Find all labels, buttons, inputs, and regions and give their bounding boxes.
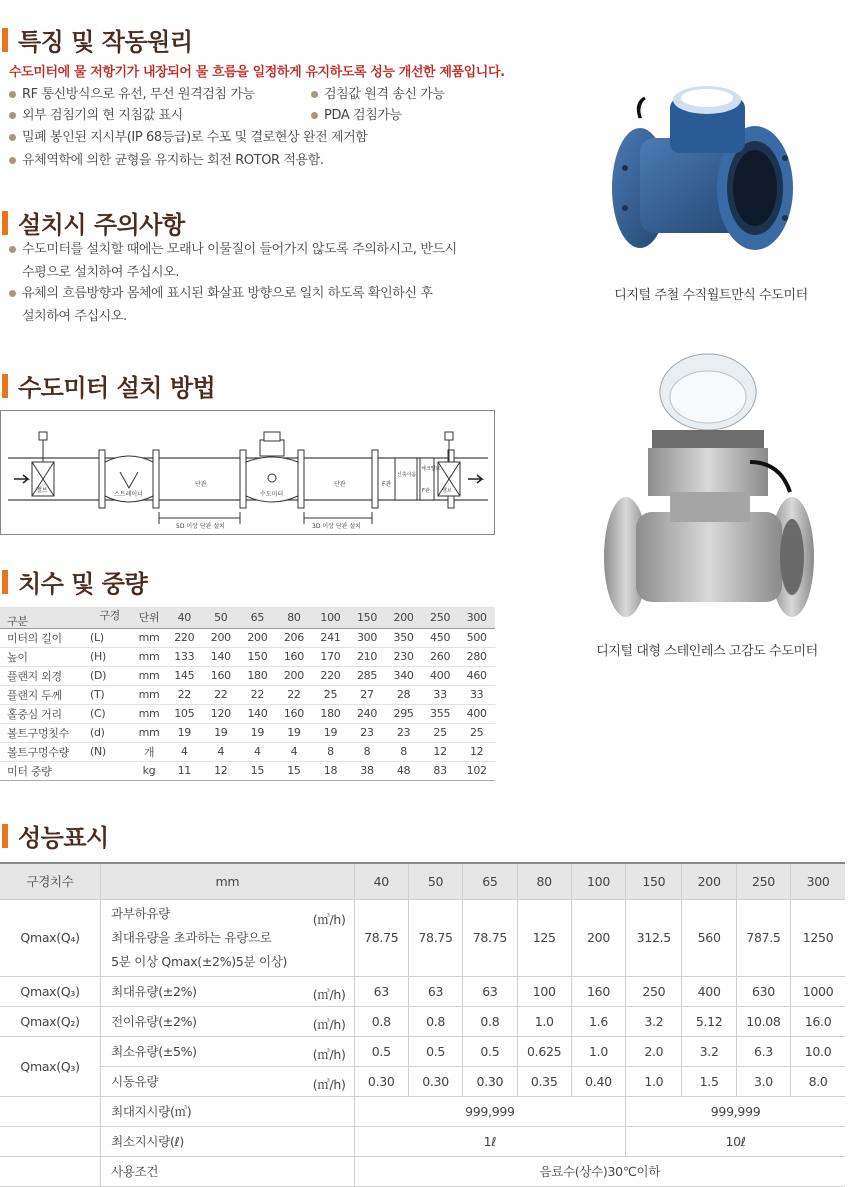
section-title-features: [0, 22, 193, 57]
size-header: 300: [458, 607, 495, 628]
perf-size-header: 65: [463, 863, 517, 899]
dim-cell: 210: [349, 647, 386, 666]
dimensions-row: [0, 742, 495, 761]
condition-value: 음료수(상수)30℃이하: [354, 1156, 845, 1186]
dim-row-symbol: (T): [90, 685, 132, 704]
dim-cell: 180: [239, 666, 276, 685]
dim-cell: 19: [312, 723, 349, 742]
dim-cell: 160: [276, 704, 313, 723]
perf-cell: 560: [682, 899, 736, 976]
dim-cell: 355: [422, 704, 459, 723]
feature-bullet-2: 검침값 원격 송신 가능: [324, 87, 445, 102]
perf-cell: 1250: [791, 899, 845, 976]
perf-row-max-reading: [0, 1096, 845, 1126]
title-accent-bar: [2, 211, 8, 235]
dim-cell: 145: [166, 666, 203, 685]
dim-cell: 22: [239, 685, 276, 704]
diagram-label-pipe2: 단관: [334, 481, 346, 488]
dimensions-row: [0, 628, 495, 647]
diagram-label-valve2: 밸브: [442, 488, 452, 494]
perf-cell: 400: [682, 976, 736, 1006]
perf-cell: 5.12: [682, 1006, 736, 1036]
dimensions-row: [0, 647, 495, 666]
dim-cell: 400: [422, 666, 459, 685]
perf-cell: 6.3: [736, 1036, 790, 1066]
dim-cell: 33: [422, 685, 459, 704]
dim-cell: 12: [458, 742, 495, 761]
perf-cell: 0.30: [463, 1066, 517, 1096]
performance-header-row: [0, 863, 845, 899]
feature-bullet-6: 유체역학에 의한 균형을 유지하는 회전 ROTOR 적용함.: [22, 153, 324, 168]
q3-desc: 최대유량(±2%): [111, 984, 197, 999]
dim-cell: 18: [312, 761, 349, 780]
perf-cell: 63: [354, 976, 408, 1006]
installation-diagram: [0, 410, 495, 535]
dim-cell: 200: [203, 628, 240, 647]
perf-row-condition: [0, 1156, 845, 1186]
section-title-text: 치수 및 중량: [18, 570, 148, 598]
dim-cell: 19: [203, 723, 240, 742]
perf-row-label: Qmax(Q₄): [0, 899, 101, 976]
feature-bullet-4: PDA 검침가능: [324, 108, 402, 123]
perf-cell: 10.08: [736, 1006, 790, 1036]
feature-bullet-5: 밀폐 봉인된 지시부(IP 68등급)로 수포 및 결로현상 완전 제거함: [22, 130, 368, 145]
dim-cell: 230: [385, 647, 422, 666]
features-lead: 수도미터에 물 저항기가 내장되어 물 흐름을 일정하게 유지하도록 성능 개선한 제품입니다.: [9, 65, 505, 80]
diagram-label-fpipe2: F관: [422, 488, 430, 494]
perf-cell: 0.30: [354, 1066, 408, 1096]
q4-desc-line3: 5분 이상 Qmax(±2%)5분 이상): [111, 953, 288, 969]
q4-desc-line2: 최대유량을 초과하는 유량으로: [111, 929, 272, 945]
q1-start-unit: (㎥/h): [312, 1076, 346, 1092]
dim-cell: 120: [203, 704, 240, 723]
perf-cell: 1000: [791, 976, 845, 1006]
caution-bullet-1-line1: 수도미터를 설치할 때에는 모래나 이물질이 들어가지 않도록 주의하시고, 반드시: [22, 242, 457, 257]
dim-cell: 170: [312, 647, 349, 666]
dim-row-unit: mm: [132, 628, 166, 647]
dim-row-label: 볼트구멍칫수: [0, 723, 90, 742]
unit-header: 단위: [132, 607, 166, 628]
dim-row-unit: 개: [132, 742, 166, 761]
feature-bullet-3: 외부 검침기의 현 지침값 표시: [22, 108, 183, 123]
min-reading-small: 1ℓ: [354, 1126, 626, 1156]
perf-cell: 63: [408, 976, 462, 1006]
q1-start-desc: 시동유량: [111, 1074, 159, 1089]
dim-cell: 48: [385, 761, 422, 780]
dim-cell: 400: [458, 704, 495, 723]
diagram-label-pipe1: 단관: [195, 481, 207, 488]
dim-row-symbol: [90, 761, 132, 780]
dim-cell: 140: [203, 647, 240, 666]
section-title-text: 성능표시: [18, 824, 109, 852]
diagram-label-3d: 3D 이상 단관 설치: [312, 523, 361, 530]
perf-cell: 3.0: [736, 1066, 790, 1096]
dim-cell: 38: [349, 761, 386, 780]
min-reading-label: 최소지시량(ℓ): [101, 1126, 355, 1156]
title-accent-bar: [2, 374, 8, 398]
dim-row-unit: mm: [132, 704, 166, 723]
dim-cell: 200: [239, 628, 276, 647]
dim-cell: 28: [385, 685, 422, 704]
diagram-label-valve: 밸브: [36, 487, 48, 494]
perf-cell: 0.35: [517, 1066, 571, 1096]
product-photo-stainless-meter: [600, 352, 815, 627]
dim-cell: 11: [166, 761, 203, 780]
dim-cell: 160: [276, 647, 313, 666]
min-reading-large: 10ℓ: [626, 1126, 845, 1156]
perf-row-desc: [101, 1006, 355, 1036]
perf-row-label: Qmax(Q₂): [0, 1006, 101, 1036]
condition-label: 사용조건: [101, 1156, 355, 1186]
perf-cell: 16.0: [791, 1006, 845, 1036]
size-header: 65: [239, 607, 276, 628]
dimensions-row: [0, 685, 495, 704]
size-header: 100: [312, 607, 349, 628]
perf-cell: 1.5: [682, 1066, 736, 1096]
dim-cell: 15: [239, 761, 276, 780]
perf-row-min-reading: [0, 1126, 845, 1156]
dim-row-unit: kg: [132, 761, 166, 780]
perf-cell: 630: [736, 976, 790, 1006]
q4-unit: (㎥/h): [312, 911, 346, 927]
perf-cell: 0.5: [463, 1036, 517, 1066]
perf-size-header: 50: [408, 863, 462, 899]
dim-cell: 285: [349, 666, 386, 685]
photo2-caption: 디지털 대형 스테인레스 고감도 수도미터: [596, 644, 818, 659]
dim-cell: 8: [385, 742, 422, 761]
perf-row-q4: [0, 899, 845, 976]
perf-cell: 1.0: [517, 1006, 571, 1036]
perf-cell: 0.8: [463, 1006, 517, 1036]
diagram-label-check-valve: 체크밸브: [421, 466, 441, 472]
q3-unit: (㎥/h): [312, 986, 346, 1002]
perf-cell: 78.75: [408, 899, 462, 976]
perf-size-header: 100: [571, 863, 625, 899]
dimensions-header-row: [0, 607, 495, 628]
dim-cell: 350: [385, 628, 422, 647]
perf-cell: 78.75: [354, 899, 408, 976]
dim-cell: 12: [203, 761, 240, 780]
perf-cell: 1.6: [571, 1006, 625, 1036]
dim-cell: 300: [349, 628, 386, 647]
max-reading-small: 999,999: [354, 1096, 626, 1126]
dim-cell: 8: [349, 742, 386, 761]
dimensions-table: [0, 607, 495, 781]
dim-cell: 240: [349, 704, 386, 723]
perf-cell: 2.0: [626, 1036, 682, 1066]
perf-cell: 200: [571, 899, 625, 976]
perf-cell: 0.40: [571, 1066, 625, 1096]
perf-cell: 125: [517, 899, 571, 976]
dim-row-symbol: (C): [90, 704, 132, 723]
dim-row-label: 볼트구멍수량: [0, 742, 90, 761]
size-header: 80: [276, 607, 313, 628]
perf-cell: 0.30: [408, 1066, 462, 1096]
size-header: 50: [203, 607, 240, 628]
dim-row-label: 플랜지 두께: [0, 685, 90, 704]
dim-cell: 22: [276, 685, 313, 704]
dim-cell: 27: [349, 685, 386, 704]
perf-header-unit: mm: [101, 863, 355, 899]
dim-cell: 200: [276, 666, 313, 685]
perf-cell: 78.75: [463, 899, 517, 976]
dim-cell: 220: [312, 666, 349, 685]
dim-cell: 4: [276, 742, 313, 761]
caution-bullet-1-line2: 수평으로 설치하여 주십시오.: [22, 265, 180, 280]
dim-cell: 19: [276, 723, 313, 742]
dim-row-unit: mm: [132, 647, 166, 666]
corner-top-label: 구경: [99, 609, 120, 622]
perf-row-q2: [0, 1006, 845, 1036]
dimensions-row: [0, 704, 495, 723]
perf-row-label: Qmax(Q₃): [0, 1036, 101, 1096]
dimensions-row: [0, 761, 495, 780]
dim-cell: 150: [239, 647, 276, 666]
perf-size-header: 200: [682, 863, 736, 899]
perf-row-q3: [0, 976, 845, 1006]
dim-cell: 25: [458, 723, 495, 742]
perf-cell: 160: [571, 976, 625, 1006]
dim-row-label: 높이: [0, 647, 90, 666]
photo1-caption: 디지털 주철 수직월트만식 수도미터: [614, 288, 808, 303]
section-title-install: [0, 368, 215, 403]
perf-cell: 0.5: [354, 1036, 408, 1066]
dim-cell: 25: [422, 723, 459, 742]
perf-cell: 63: [463, 976, 517, 1006]
section-title-dimensions: [0, 564, 147, 599]
dim-row-label: 미터의 길이: [0, 628, 90, 647]
perf-cell: 8.0: [791, 1066, 845, 1096]
perf-cell: 250: [626, 976, 682, 1006]
caution-bullet-2-line1: 유체의 흐름방향과 몸체에 표시된 화살표 방향으로 일치 하도록 확인하신 후: [22, 286, 433, 301]
dim-cell: 260: [422, 647, 459, 666]
max-reading-large: 999,999: [626, 1096, 845, 1126]
perf-cell: 3.2: [682, 1036, 736, 1066]
perf-cell: 3.2: [626, 1006, 682, 1036]
dim-cell: 220: [166, 628, 203, 647]
title-accent-bar: [2, 824, 8, 848]
dim-cell: 25: [312, 685, 349, 704]
q2-unit: (㎥/h): [312, 1016, 346, 1032]
size-header: 250: [422, 607, 459, 628]
perf-cell: 0.8: [408, 1006, 462, 1036]
dim-cell: 19: [166, 723, 203, 742]
size-header: 200: [385, 607, 422, 628]
dim-cell: 280: [458, 647, 495, 666]
dim-row-label: 플랜지 외경: [0, 666, 90, 685]
dim-cell: 133: [166, 647, 203, 666]
q4-desc-line1: 과부하유량: [111, 905, 170, 921]
product-photo-cast-iron-meter: [605, 78, 805, 258]
dim-cell: 500: [458, 628, 495, 647]
perf-cell: 787.5: [736, 899, 790, 976]
dim-row-symbol: (L): [90, 628, 132, 647]
section-title-performance: [0, 818, 109, 853]
perf-cell: 0.5: [408, 1036, 462, 1066]
perf-row-q1-min: [0, 1036, 845, 1066]
diagram-label-fpipe1: F관: [382, 481, 392, 488]
perf-row-desc: [101, 976, 355, 1006]
dim-cell: 23: [349, 723, 386, 742]
dim-row-unit: mm: [132, 685, 166, 704]
perf-cell: 0.625: [517, 1036, 571, 1066]
perf-row-desc: [101, 1066, 355, 1096]
title-accent-bar: [2, 28, 8, 52]
diagram-label-5d: 5D 이상 단관 설치: [176, 523, 225, 530]
dim-cell: 4: [239, 742, 276, 761]
dim-cell: 206: [276, 628, 313, 647]
perf-size-header: 80: [517, 863, 571, 899]
perf-row-q1-start: [0, 1066, 845, 1096]
caution-bullet-2-line2: 설치하여 주십시오.: [22, 309, 127, 324]
perf-size-header: 40: [354, 863, 408, 899]
perf-cell: 1.0: [626, 1066, 682, 1096]
dim-row-label: 미터 중량: [0, 761, 90, 780]
dim-row-symbol: (D): [90, 666, 132, 685]
dim-cell: 105: [166, 704, 203, 723]
dim-row-symbol: (H): [90, 647, 132, 666]
dim-cell: 23: [385, 723, 422, 742]
section-title-text: 특징 및 작동원리: [18, 28, 193, 56]
dim-cell: 460: [458, 666, 495, 685]
dim-cell: 15: [276, 761, 313, 780]
dim-cell: 140: [239, 704, 276, 723]
dim-cell: 22: [166, 685, 203, 704]
perf-cell: 10.0: [791, 1036, 845, 1066]
section-title-text: 설치시 주의사항: [18, 211, 185, 239]
size-header: 150: [349, 607, 386, 628]
dim-cell: 8: [312, 742, 349, 761]
diagram-label-expansion: 신축이음: [397, 472, 417, 478]
perf-cell: 1.0: [571, 1036, 625, 1066]
diagram-label-meter: 수도미터: [260, 491, 284, 498]
dim-cell: 160: [203, 666, 240, 685]
q1-min-desc: 최소유량(±5%): [111, 1044, 197, 1059]
size-header: 40: [166, 607, 203, 628]
section-title-caution: [0, 205, 185, 240]
title-accent-bar: [2, 570, 8, 594]
perf-size-header: 150: [626, 863, 682, 899]
dim-cell: 33: [458, 685, 495, 704]
dim-row-label: 홀중심 거리: [0, 704, 90, 723]
dim-cell: 4: [166, 742, 203, 761]
dim-cell: 241: [312, 628, 349, 647]
dim-row-unit: mm: [132, 666, 166, 685]
dim-cell: 340: [385, 666, 422, 685]
dim-cell: 180: [312, 704, 349, 723]
dim-cell: 12: [422, 742, 459, 761]
max-reading-label: 최대지시량(㎥): [101, 1096, 355, 1126]
dim-cell: 19: [239, 723, 276, 742]
perf-header-label: 구경치수: [0, 863, 101, 899]
dim-cell: 295: [385, 704, 422, 723]
perf-cell: 100: [517, 976, 571, 1006]
perf-row-label: Qmax(Q₃): [0, 976, 101, 1006]
dimensions-corner-cell: [0, 607, 132, 628]
feature-bullet-1: RF 통신방식으로 유선, 무선 원격검침 가능: [22, 87, 255, 102]
perf-size-header: 250: [736, 863, 790, 899]
dim-row-unit: mm: [132, 723, 166, 742]
q1-min-unit: (㎥/h): [312, 1046, 346, 1062]
diagram-label-strainer: 스트레이너: [114, 491, 143, 498]
dim-row-symbol: (N): [90, 742, 132, 761]
dim-cell: 450: [422, 628, 459, 647]
dim-cell: 22: [203, 685, 240, 704]
dim-cell: 4: [203, 742, 240, 761]
dim-row-symbol: (d): [90, 723, 132, 742]
perf-size-header: 300: [791, 863, 845, 899]
dim-cell: 102: [458, 761, 495, 780]
dim-cell: 83: [422, 761, 459, 780]
performance-table: [0, 862, 845, 1187]
dimensions-row: [0, 666, 495, 685]
perf-row-desc: [101, 1036, 355, 1066]
dimensions-row: [0, 723, 495, 742]
corner-bottom-label: 구분: [7, 614, 28, 628]
perf-cell: 0.8: [354, 1006, 408, 1036]
q2-desc: 전이유량(±2%): [111, 1014, 197, 1029]
section-title-text: 수도미터 설치 방법: [18, 374, 216, 402]
perf-cell: 312.5: [626, 899, 682, 976]
perf-row-desc: [101, 899, 355, 976]
